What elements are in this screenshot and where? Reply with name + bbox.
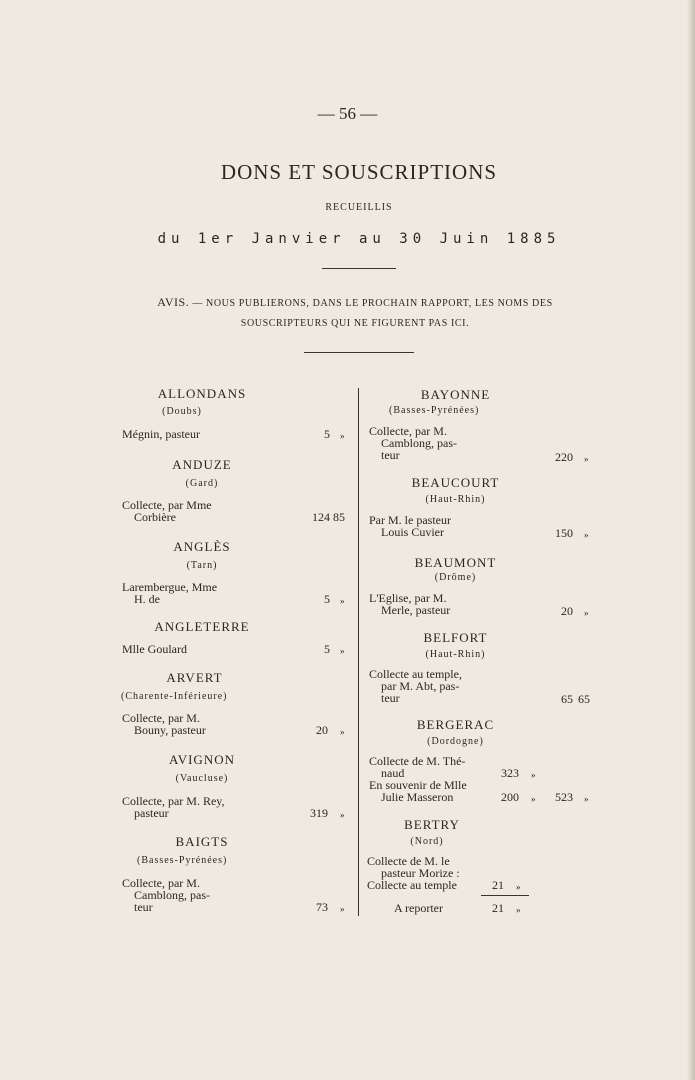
donor-line: Julie Masseron — [381, 790, 454, 804]
donor-line: teur — [134, 900, 153, 914]
place-heading: BELFORT — [423, 630, 488, 645]
amount-francs: 73 — [316, 900, 328, 914]
amount-centimes: 65 — [578, 692, 590, 706]
donor-line: Bouny, pasteur — [134, 723, 206, 737]
donor-line: En souvenir de Mlle — [369, 778, 467, 792]
donor-line: Collecte de M. le — [367, 854, 450, 868]
notice — [120, 292, 590, 334]
place-heading: ALLONDANS — [157, 386, 247, 401]
title-divider — [322, 268, 396, 269]
amount-francs: 220 — [555, 450, 573, 464]
department-label: (Vaucluse) — [175, 773, 229, 784]
amount-francs: 319 — [310, 806, 328, 820]
place-heading: ARVERT — [166, 670, 223, 685]
department-label: (Nord) — [410, 836, 444, 847]
donor-line: pasteur Morize : — [381, 866, 460, 880]
column-divider — [358, 388, 359, 916]
department-label: (Basses-Pyrénées) — [137, 855, 228, 866]
donor-line: Camblong, pas- — [381, 436, 457, 450]
amount-francs: 5 — [324, 427, 330, 441]
donor-line: Larembergue, Mme — [122, 580, 218, 594]
donor-name: Mégnin, pasteur — [122, 427, 200, 441]
department-label: (Doubs) — [162, 406, 202, 417]
department-label: (Gard) — [185, 478, 219, 489]
donor-line: Par M. le pasteur — [369, 513, 451, 527]
notice-divider — [304, 352, 414, 353]
place-heading: AVIGNON — [169, 752, 235, 767]
department-label: (Dordogne) — [427, 736, 484, 747]
place-heading: BAIGTS — [175, 834, 229, 849]
amount-francs: 124 — [312, 510, 330, 524]
donor-line: Louis Cuvier — [381, 525, 444, 539]
donor-line: pasteur — [134, 806, 169, 820]
donor-line: Collecte, par M. — [122, 711, 200, 725]
notice-line-2: SOUSCRIPTEURS QUI NE FIGURENT PAS ICI. — [240, 318, 470, 329]
donor-line: Collecte de M. Thé- — [369, 754, 466, 768]
amount-francs: 65 — [561, 692, 573, 706]
place-heading: ANDUZE — [172, 457, 232, 472]
sum-rule — [481, 895, 529, 896]
place-heading: BEAUMONT — [414, 555, 497, 570]
amount-francs: 5 — [324, 592, 330, 606]
amount-centimes: 85 — [333, 510, 345, 524]
donor-line: H. de — [134, 592, 160, 606]
donor-line: naud — [381, 766, 405, 780]
date-line: du 1er Janvier au 30 Juin 1885 — [157, 231, 561, 247]
carry-forward-centimes: » — [516, 905, 521, 915]
donor-name: Mlle Goulard — [122, 642, 187, 656]
amount-francs: 323 — [501, 766, 519, 780]
department-label: (Drôme) — [434, 572, 477, 583]
amount-centimes: » — [531, 770, 536, 780]
donor-line: Collecte au temple, — [369, 667, 462, 681]
donor-line: par M. Abt, pas- — [381, 679, 460, 693]
place-heading: BERTRY — [404, 817, 460, 832]
amount-centimes: » — [584, 454, 589, 464]
department-label: (Tarn) — [186, 560, 218, 571]
department-label: (Charente-Inférieure) — [121, 691, 228, 702]
amount-centimes: » — [584, 530, 589, 540]
page-number: — 56 — — [317, 104, 378, 123]
page-title: DONS ET SOUSCRIPTIONS — [220, 160, 498, 184]
place-heading: BERGERAC — [416, 717, 495, 732]
amount-centimes: » — [340, 596, 345, 606]
department-label: (Haut-Rhin) — [425, 649, 486, 660]
donor-line: Collecte, par M. — [122, 876, 200, 890]
donor-line: Collecte, par M. — [369, 424, 447, 438]
amount-centimes: » — [340, 810, 345, 820]
department-label: (Haut-Rhin) — [425, 494, 486, 505]
donor-line: Collecte au temple — [367, 878, 457, 892]
total-francs: 523 — [555, 790, 573, 804]
page-subtitle: RECUEILLIS — [325, 202, 393, 213]
place-heading: BEAUCOURT — [411, 475, 500, 490]
total-centimes: » — [584, 794, 589, 804]
amount-centimes: » — [340, 727, 345, 737]
department-label: (Basses-Pyrénées) — [389, 405, 480, 416]
donor-line: teur — [381, 691, 400, 705]
donor-line: Merle, pasteur — [381, 603, 451, 617]
place-heading: ANGLETERRE — [154, 619, 250, 634]
carry-forward-label: A reporter — [394, 901, 443, 915]
donor-line: Collecte, par Mme — [122, 498, 212, 512]
amount-francs: 21 — [492, 878, 504, 892]
amount-francs: 20 — [316, 723, 328, 737]
amount-francs: 20 — [561, 604, 573, 618]
place-heading: BAYONNE — [420, 387, 491, 402]
amount-centimes: » — [584, 608, 589, 618]
amount-francs: 200 — [501, 790, 519, 804]
amount-francs: 150 — [555, 526, 573, 540]
donor-line: Collecte, par M. Rey, — [122, 794, 225, 808]
amount-francs: 5 — [324, 642, 330, 656]
amount-centimes: » — [516, 882, 521, 892]
donor-line: Corbière — [134, 510, 176, 524]
amount-centimes: » — [340, 646, 345, 656]
amount-centimes: » — [531, 794, 536, 804]
notice-lead: AVIS. — [157, 295, 190, 309]
donor-line: teur — [381, 448, 400, 462]
place-heading: ANGLÈS — [173, 539, 231, 554]
donor-line: L'Eglise, par M. — [369, 591, 447, 605]
donor-line: Camblong, pas- — [134, 888, 210, 902]
notice-line-1: — NOUS PUBLIERONS, DANS LE PROCHAIN RAPPORT, LES NOMS DES — [192, 298, 553, 309]
amount-centimes: » — [340, 904, 345, 914]
amount-centimes: » — [340, 431, 345, 441]
carry-forward-francs: 21 — [492, 901, 504, 915]
